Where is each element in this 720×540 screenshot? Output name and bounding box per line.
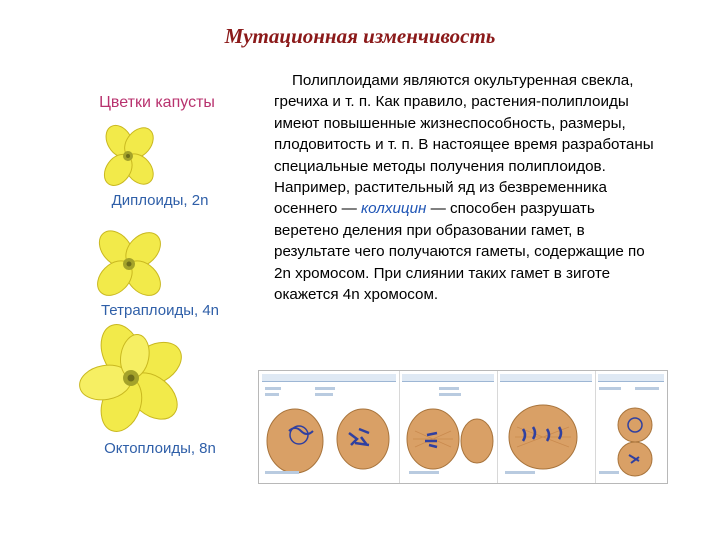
- tetraploid-label: Тетраплоиды, 4n: [100, 302, 220, 319]
- slide-title: Мутационная изменчивость: [224, 24, 496, 48]
- octoploid-label: Октоплоиды, 8n: [104, 440, 216, 457]
- diagram-stage-3: [497, 371, 596, 483]
- figure-heading: Цветки капусты: [99, 94, 215, 111]
- diploid-label: Диплоиды, 2n: [111, 192, 209, 209]
- body-text-part2: — способен разрушать веретено деления при образовании гамет, в результате чего получаются гаметы, содержащие по 2n хромосом. При слиянии таких гамет в зиготе окажется 4n хромосом.: [274, 200, 645, 304]
- body-paragraph: [274, 70, 654, 305]
- diagram-stage-2: [399, 371, 498, 483]
- body-text-part1: Полиплоидами являются окультуренная свекла, гречиха и т. п. Как правило, растения-полиплоиды имеют повышенные жизнеспособность, размеры, плодовитость и т. п. В настоящее время разработаны специальные методы получения полиплоидов. Например, растительный яд из безвременника осеннего —: [274, 72, 654, 218]
- diploid-flower-image: [88, 120, 168, 192]
- keyword-colchicine: колхицин: [361, 200, 427, 218]
- meiosis-diagram: [258, 370, 668, 484]
- diagram-stage-1: [259, 371, 400, 483]
- tetraploid-flower-image: [84, 224, 174, 304]
- diagram-stage-4: [595, 371, 667, 483]
- octoploid-flower-image: [72, 322, 190, 434]
